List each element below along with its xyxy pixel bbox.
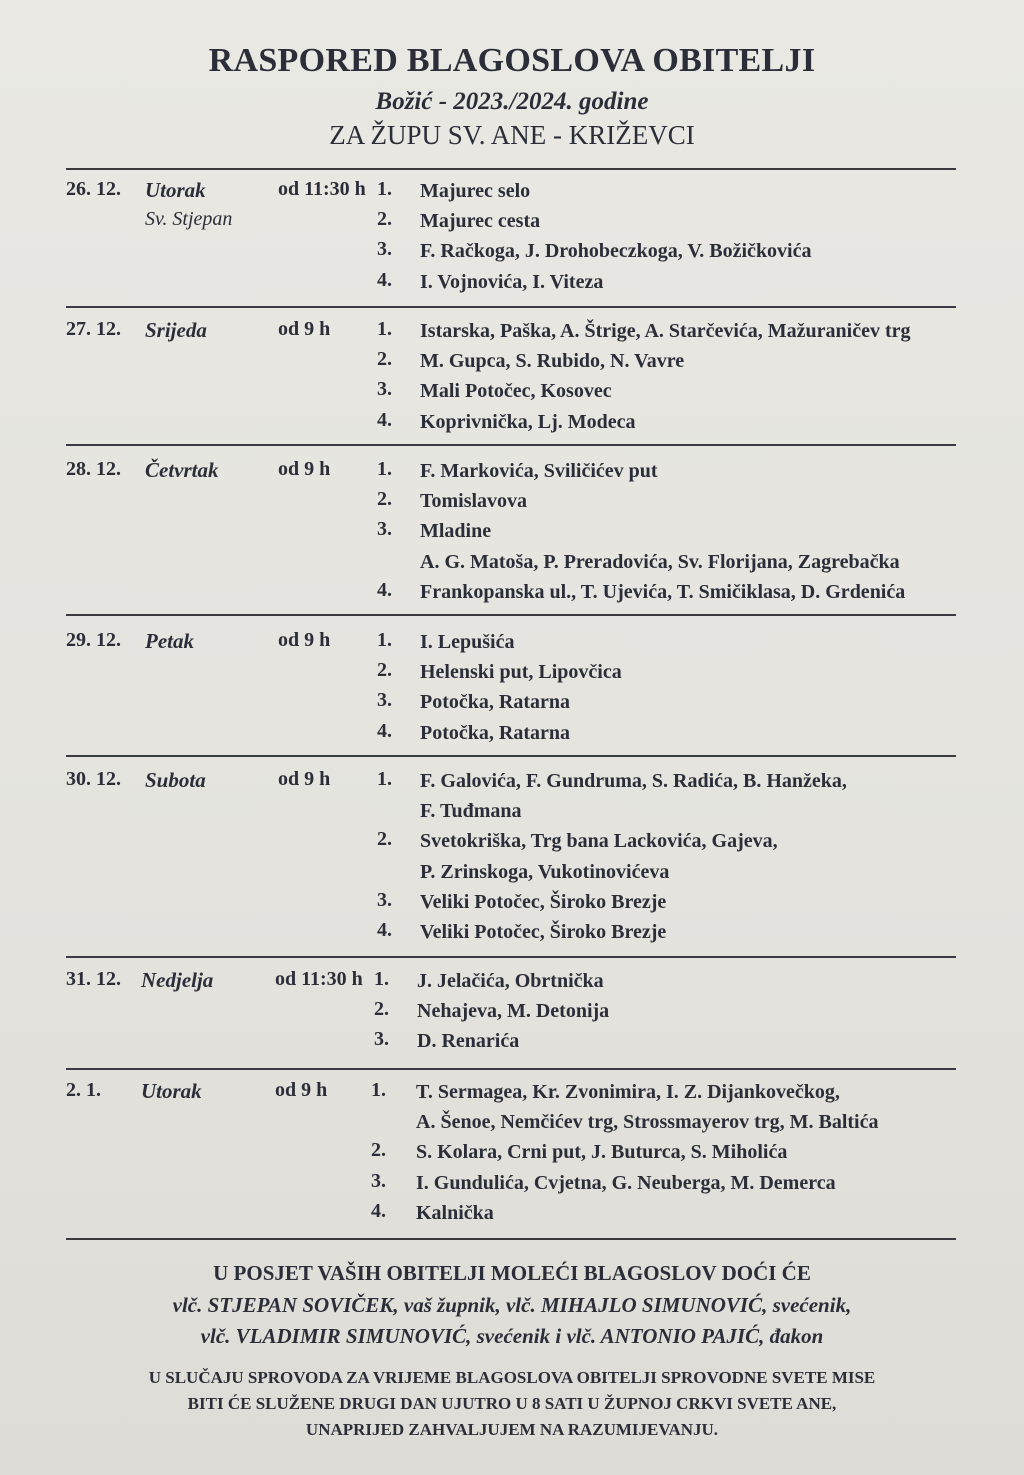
area-number: 1.	[377, 768, 392, 790]
area-streets: Veliki Potočec, Široko Brezje	[420, 890, 667, 913]
section-divider	[66, 956, 956, 958]
area-number: 1.	[377, 318, 392, 340]
area-streets: Tomislavova	[420, 490, 528, 513]
area-number: 2.	[374, 998, 389, 1021]
schedule-date: 29. 12.	[66, 629, 121, 651]
area-number: 4.	[377, 408, 392, 431]
schedule-day: Nedjelja	[141, 968, 214, 992]
schedule-time: od 11:30 h	[278, 178, 366, 200]
area-number: 3.	[377, 378, 392, 401]
area-number: 4.	[377, 719, 392, 742]
schedule-time: od 11:30 h	[275, 968, 363, 990]
area-streets: I. Lepušića	[420, 631, 515, 653]
area-number: 4.	[371, 1199, 386, 1222]
schedule-day: Srijeda	[145, 318, 207, 342]
area-streets: Koprivnička, Lj. Modeca	[420, 410, 636, 433]
schedule-time: od 9 h	[278, 318, 331, 340]
notice-line-2: BITI ĆE SLUŽENE DRUGI DAN UJUTRO U 8 SATI U ŽUPNOJ CRKVI SVETE ANE,	[187, 1394, 837, 1413]
area-streets: F. Tuđmana	[420, 800, 522, 823]
schedule-date: 27. 12.	[66, 318, 121, 340]
notice-line-3: UNAPRIJED ZAHVALJUJEM NA RAZUMIJEVANJU.	[305, 1420, 719, 1439]
area-number: 1.	[371, 1079, 386, 1101]
area-number: 4.	[377, 578, 392, 601]
schedule-date: 28. 12.	[66, 458, 121, 480]
area-streets: J. Jelačića, Obrtnička	[417, 970, 604, 992]
area-number: 4.	[377, 268, 392, 291]
area-streets: F. Račkoga, J. Drohobeczkoga, V. Božičkovića	[420, 240, 812, 263]
area-number: 4.	[377, 919, 392, 941]
area-streets: Mladine	[420, 520, 492, 543]
area-number: 3.	[377, 518, 392, 541]
area-streets: A. G. Matoša, P. Preradovića, Sv. Florijana, Zagrebačka	[420, 550, 900, 573]
area-number: 1.	[374, 968, 389, 990]
area-streets: M. Gupca, S. Rubido, N. Vavre	[420, 350, 685, 373]
header-divider	[66, 168, 956, 170]
document-subtitle: Božić - 2023./2024. godine	[375, 88, 649, 115]
schedule-date: 31. 12.	[66, 968, 121, 990]
area-streets: Majurec cesta	[420, 210, 541, 233]
area-number: 1.	[377, 458, 392, 480]
schedule-date: 2. 1.	[66, 1079, 101, 1101]
area-streets: Veliki Potočec, Široko Brezje	[420, 921, 667, 943]
area-streets: F. Galovića, F. Gundruma, S. Radića, B. Hanžeka,	[420, 770, 847, 792]
area-streets: Kalnička	[416, 1201, 494, 1224]
area-streets: Potočka, Ratarna	[420, 691, 570, 714]
area-number: 2.	[371, 1139, 386, 1162]
area-streets: Helenski put, Lipovčica	[420, 661, 622, 684]
visit-line: U POSJET VAŠIH OBITELJI MOLEĆI BLAGOSLOV DOĆI ĆE	[213, 1261, 811, 1285]
area-streets: Frankopanska ul., T. Ujevića, T. Smičiklasa, D. Grdenića	[420, 580, 906, 603]
schedule-time: od 9 h	[278, 768, 331, 790]
area-streets: T. Sermagea, Kr. Zvonimira, I. Z. Dijankovečkog,	[416, 1081, 840, 1103]
schedule-time: od 9 h	[278, 458, 331, 480]
document-title: RASPORED BLAGOSLOVA OBITELJI	[208, 42, 816, 79]
area-number: 3.	[377, 689, 392, 712]
area-number: 2.	[377, 208, 392, 231]
area-streets: I. Vojnovića, I. Viteza	[420, 270, 604, 293]
schedule-date: 26. 12.	[66, 178, 121, 200]
area-number: 2.	[377, 488, 392, 511]
schedule-feast-note: Sv. Stjepan	[145, 208, 233, 231]
area-number: 3.	[374, 1028, 389, 1051]
section-divider	[66, 306, 956, 308]
area-streets: Istarska, Paška, A. Štrige, A. Starčevića, Mažuraničev trg	[420, 320, 911, 342]
schedule-day: Petak	[145, 629, 194, 653]
clergy-line-2: vlč. VLADIMIR SIMUNOVIĆ, svećenik i vlč. ANTONIO PAJIĆ, đakon	[200, 1324, 824, 1348]
clergy-line-1: vlč. STJEPAN SOVIČEK, vaš župnik, vlč. MIHAJLO SIMUNOVIĆ, svećenik,	[172, 1293, 852, 1317]
parish-name: ZA ŽUPU SV. ANE - KRIŽEVCI	[329, 120, 695, 150]
schedule-time: od 9 h	[275, 1079, 328, 1101]
area-number: 3.	[377, 238, 392, 261]
area-number: 3.	[371, 1169, 386, 1192]
area-streets: F. Markovića, Sviličićev put	[420, 460, 658, 482]
area-streets: D. Renarića	[417, 1030, 520, 1053]
schedule-day: Utorak	[141, 1079, 202, 1103]
area-number: 2.	[377, 828, 392, 851]
area-streets: I. Gundulića, Cvjetna, G. Neuberga, M. Demerca	[416, 1171, 836, 1194]
area-streets: Mali Potočec, Kosovec	[420, 380, 612, 403]
schedule-time: od 9 h	[278, 629, 331, 651]
section-divider	[66, 1068, 956, 1070]
area-number: 3.	[377, 888, 392, 911]
notice-line-1: U SLUČAJU SPROVODA ZA VRIJEME BLAGOSLOVA OBITELJI SPROVODNE SVETE MISE	[148, 1368, 876, 1387]
area-number: 2.	[377, 348, 392, 371]
area-streets: Nehajeva, M. Detonija	[417, 1000, 610, 1023]
section-divider	[66, 755, 956, 757]
schedule-day: Subota	[145, 768, 206, 792]
schedule-day: Utorak	[145, 178, 206, 202]
section-divider	[66, 614, 956, 616]
schedule-date: 30. 12.	[66, 768, 121, 790]
area-streets: P. Zrinskoga, Vukotinovićeva	[420, 860, 670, 883]
area-streets: Majurec selo	[420, 180, 531, 202]
footer-divider	[66, 1238, 956, 1240]
area-streets: Svetokriška, Trg bana Lackovića, Gajeva,	[420, 830, 778, 853]
area-number: 1.	[377, 629, 392, 651]
area-number: 1.	[377, 178, 392, 200]
area-streets: S. Kolara, Crni put, J. Buturca, S. Miholića	[416, 1141, 788, 1164]
schedule-day: Četvrtak	[145, 458, 219, 482]
area-number: 2.	[377, 659, 392, 682]
section-divider	[66, 444, 956, 446]
area-streets: Potočka, Ratarna	[420, 721, 570, 744]
area-streets: A. Šenoe, Nemčićev trg, Strossmayerov trg, M. Baltića	[416, 1111, 879, 1134]
